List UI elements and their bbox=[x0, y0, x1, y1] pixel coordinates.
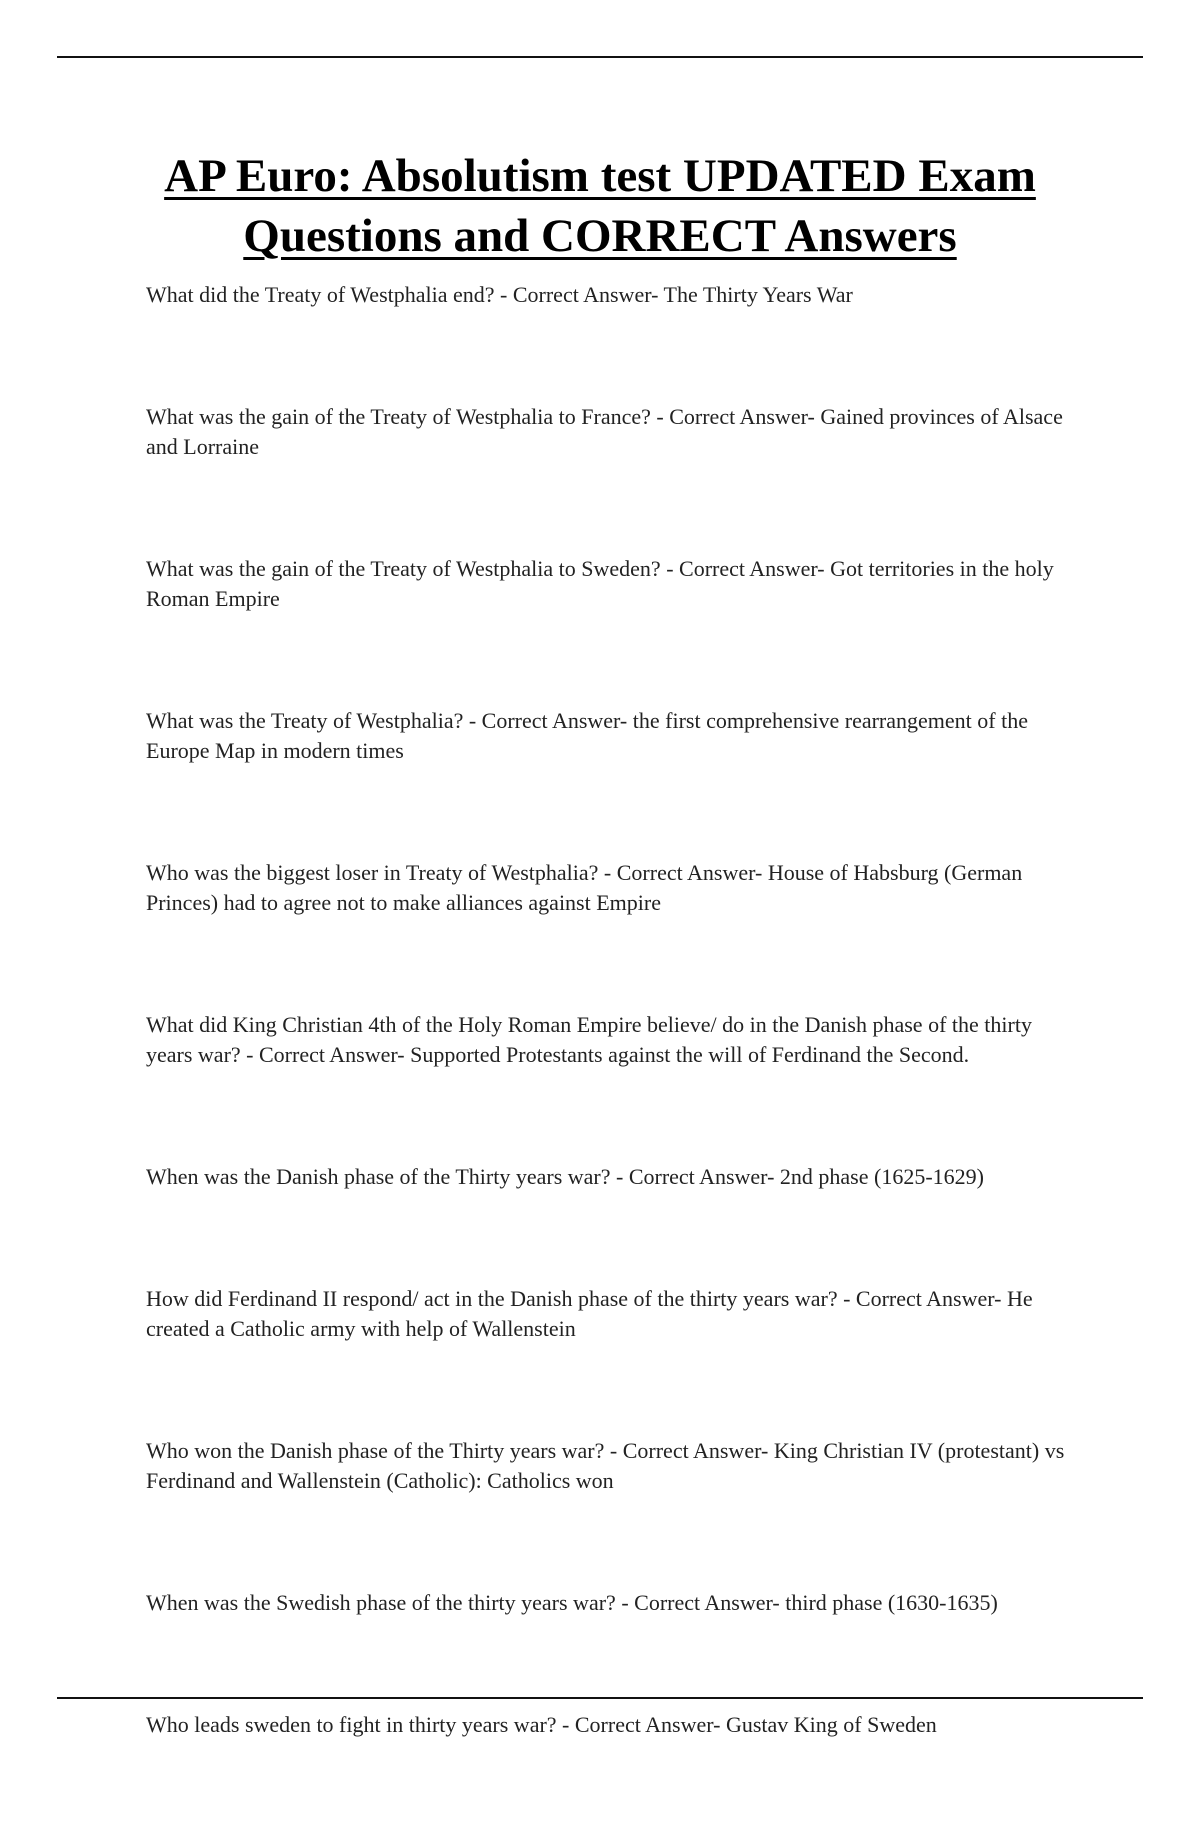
qa-item-4 bbox=[146, 706, 1066, 766]
answer-text: Gustav King of Sweden bbox=[725, 1712, 937, 1737]
top-rule bbox=[57, 56, 1143, 58]
question-text: Who leads sweden to fight in thirty years war? bbox=[146, 1712, 557, 1737]
answer-separator: - Correct Answer- bbox=[240, 1042, 411, 1067]
answer-text: Got territories in the holy Roman Empire bbox=[146, 556, 1054, 611]
qa-item-9 bbox=[146, 1436, 1066, 1496]
document-title: AP Euro: Absolutism test UPDATED Exam Questions and CORRECT Answers bbox=[164, 150, 1036, 262]
answer-text: the first comprehensive rearrangement of the Europe Map in modern times bbox=[146, 708, 1028, 763]
answer-separator: - Correct Answer- bbox=[610, 1164, 780, 1189]
answer-separator: - Correct Answer- bbox=[556, 1712, 726, 1737]
question-text: When was the Danish phase of the Thirty years war? bbox=[146, 1164, 611, 1189]
answer-text: Supported Protestants against the will of Ferdinand the Second. bbox=[410, 1042, 970, 1067]
answer-separator: - Correct Answer- bbox=[494, 282, 664, 307]
question-text: Who was the biggest loser in Treaty of Westphalia? bbox=[146, 860, 599, 885]
answer-text: Gained provinces of Alsace and Lorraine bbox=[146, 404, 1063, 459]
answer-separator: - Correct Answer- bbox=[598, 860, 768, 885]
answer-text: He created a Catholic army with help of Wallenstein bbox=[146, 1286, 1033, 1341]
answer-text: The Thirty Years War bbox=[663, 282, 853, 307]
qa-item-1 bbox=[146, 280, 1066, 310]
qa-list bbox=[146, 280, 1066, 1832]
qa-item-8 bbox=[146, 1284, 1066, 1344]
qa-item-11 bbox=[146, 1710, 1066, 1740]
answer-text: 2nd phase (1625-1629) bbox=[779, 1164, 984, 1189]
question-text: What was the gain of the Treaty of Westphalia to France? bbox=[146, 404, 651, 429]
question-text: What did the Treaty of Westphalia end? bbox=[146, 282, 495, 307]
answer-text: third phase (1630-1635) bbox=[785, 1590, 998, 1615]
answer-separator: - Correct Answer- bbox=[615, 1590, 786, 1615]
answer-text: King Christian IV (protestant) vs Ferdinand and Wallenstein (Catholic): Catholics won bbox=[146, 1438, 1065, 1493]
qa-item-7 bbox=[146, 1162, 1066, 1192]
qa-item-10 bbox=[146, 1588, 1066, 1618]
answer-separator: - Correct Answer- bbox=[660, 556, 831, 581]
question-text: What did King Christian 4th of the Holy Roman Empire believe/ do in the Danish phase of the thirty years war? bbox=[146, 1012, 1032, 1067]
question-text: What was the gain of the Treaty of Westphalia to Sweden? bbox=[146, 556, 661, 581]
question-text: When was the Swedish phase of the thirty years war? bbox=[146, 1590, 616, 1615]
qa-item-3 bbox=[146, 554, 1066, 614]
question-text: What was the Treaty of Westphalia? bbox=[146, 708, 464, 733]
qa-item-6 bbox=[146, 1010, 1066, 1070]
bottom-rule bbox=[57, 1697, 1143, 1699]
qa-item-5 bbox=[146, 858, 1066, 918]
question-text: How did Ferdinand II respond/ act in the Danish phase of the thirty years war? bbox=[146, 1286, 838, 1311]
answer-separator: - Correct Answer- bbox=[604, 1438, 774, 1463]
question-text: Who won the Danish phase of the Thirty years war? bbox=[146, 1438, 605, 1463]
qa-item-2 bbox=[146, 402, 1066, 462]
answer-separator: - Correct Answer- bbox=[650, 404, 821, 429]
answer-separator: - Correct Answer- bbox=[837, 1286, 1007, 1311]
answer-separator: - Correct Answer- bbox=[463, 708, 633, 733]
answer-text: House of Habsburg (German Princes) had to agree not to make alliances against Empire bbox=[146, 860, 1023, 915]
